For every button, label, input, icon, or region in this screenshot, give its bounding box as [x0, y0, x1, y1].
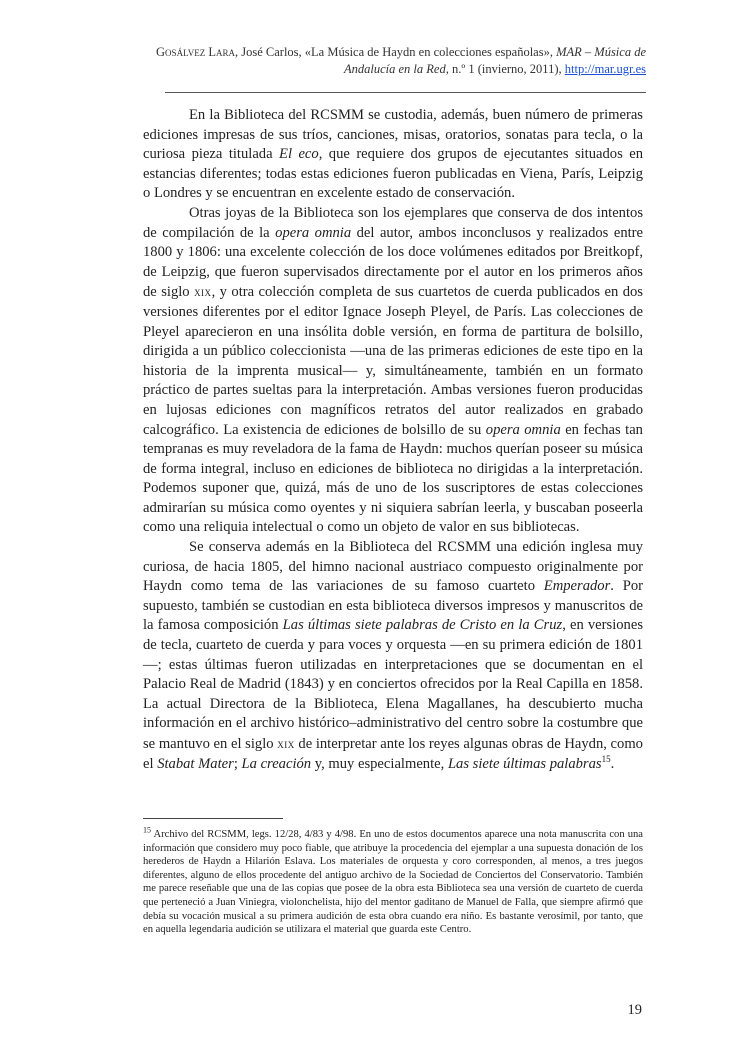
footnote-marker: 15: [143, 825, 151, 835]
footnote-divider: [143, 818, 283, 819]
footnote-text: Archivo del RCSMM, legs. 12/28, 4/83 y 4/98. En uno de estos documentos aparece una nota manuscrita con una información que considero muy poco fiable, que atribuye la procedencia del ejemplar a una supuesta donación de los herederos de Haydn a Hilarión Eslava. Los materiales de orquesta y coro corresponden, al menos, a tres juegos diferentes, alguno de ellos procedente del antiguo archivo de la Sociedad de Conciertos del Conservatorio. También me parece reseñable que una de las copias que posee de la obra esta Biblioteca sea una versión de cuarteto de cuerda que perteneció a Juan Viniegra, violonchelista, hijo del mentor gaditano de Manuel de Falla, que siempre afirmó que debía su vocación musical a su primera audición de esta obra cuando era niño. Es bastante verosímil, por tanto, que en aquella legendaria audición se utilizara el material que guarda este Centro.: [143, 829, 643, 936]
header-url-link[interactable]: http://mar.ugr.es: [564, 62, 646, 76]
header-divider: [165, 92, 646, 93]
paragraph-2: Otras joyas de la Biblioteca son los ejemplares que conserva de dos intentos de compilación de la opera omnia del autor, ambos inconclusos y realizados entre 1800 y 1806: una excelente colección de los doce volúmenes editados por Breitkopf, de Leipzig, que fueron supervisados directamente por el autor en los primeros años de siglo xix, y otra colección completa de sus cuartetos de cuerda publicados en dos versiones diferentes por el editor Ignace Joseph Pleyel, de París. Las colecciones de Pleyel aparecieron en una insólita doble versión, en forma de partitura de bolsillo, dirigida a un público coleccionista —una de las primeras ediciones de este tipo en la historia de la imprenta musical— y, simultáneamente, también en un formato práctico de partes sueltas para la interpretación. Ambas versiones fueron producidas en lujosas ediciones con magníficos retratos del autor realizados en grabado calcográfico. La existencia de ediciones de bolsillo de su opera omnia en fechas tan tempranas es muy reveladora de la fama de Haydn: muchos querían poseer su música de forma integral, incluso en ediciones de biblioteca no dirigidas a la interpretación. Podemos suponer que, quizá, más de uno de los suscriptores de estas colecciones admirarían su música como oyentes y ni siquiera sabrían leerla, y buscaban poseerla como una reliquia intelectual o como un objeto de valor en sus bibliotecas.: [143, 204, 644, 536]
header-citation: , José Carlos, «La Música de Haydn en colecciones españolas»,: [235, 45, 553, 59]
header-journal: MAR – Música de Andalucía en la Red: [344, 45, 646, 76]
page-number: 19: [627, 1002, 642, 1018]
header-author: Gosálvez Lara: [156, 45, 235, 59]
footnote-15: [143, 825, 643, 937]
footnote-reference[interactable]: 15: [601, 753, 611, 764]
paragraph-1: En la Biblioteca del RCSMM se custodia, además, buen número de primeras ediciones impresas de sus tríos, canciones, misas, oratorios, sonatas para tecla, o la curiosa pieza titulada El eco, que requiere dos grupos de ejecutantes situados en estancias diferentes; todas estas ediciones fueron publicadas en Viena, París, Leipzig o Londres y se encuentran en excelente estado de conservación.: [143, 107, 643, 202]
running-header: [150, 44, 646, 78]
header-issue: , n.º 1 (invierno, 2011),: [445, 62, 565, 76]
paragraph-3: Se conserva además en la Biblioteca del RCSMM una edición inglesa muy curiosa, de hacia 1805, del himno nacional austriaco compuesto originalmente por Haydn como tema de las variaciones de su famoso cuarteto Emperador. Por supuesto, también se custodian en esta biblioteca diversos impresos y manuscritos de la famosa composición Las últimas siete palabras de Cristo en la Cruz, en versiones de tecla, cuarteto de cuerda y para voces y orquesta —en su primera edición de 1801—; estas últimas fueron utilizadas en interpretaciones que se documentan en el Palacio Real de Madrid (1843) y en conciertos ofrecidos por la Real Capilla en 1858. La actual Directora de la Biblioteca, Elena Magallanes, ha descubierto mucha información en el archivo histórico–administrativo del centro sobre la costumbre que se mantuvo en el siglo xix de interpretar ante los reyes algunas obras de Haydn, como el Stabat Mater; La creación y, muy especialmente, Las siete últimas palabras$^{15}$.: [143, 539, 644, 772]
main-text: [143, 106, 643, 774]
